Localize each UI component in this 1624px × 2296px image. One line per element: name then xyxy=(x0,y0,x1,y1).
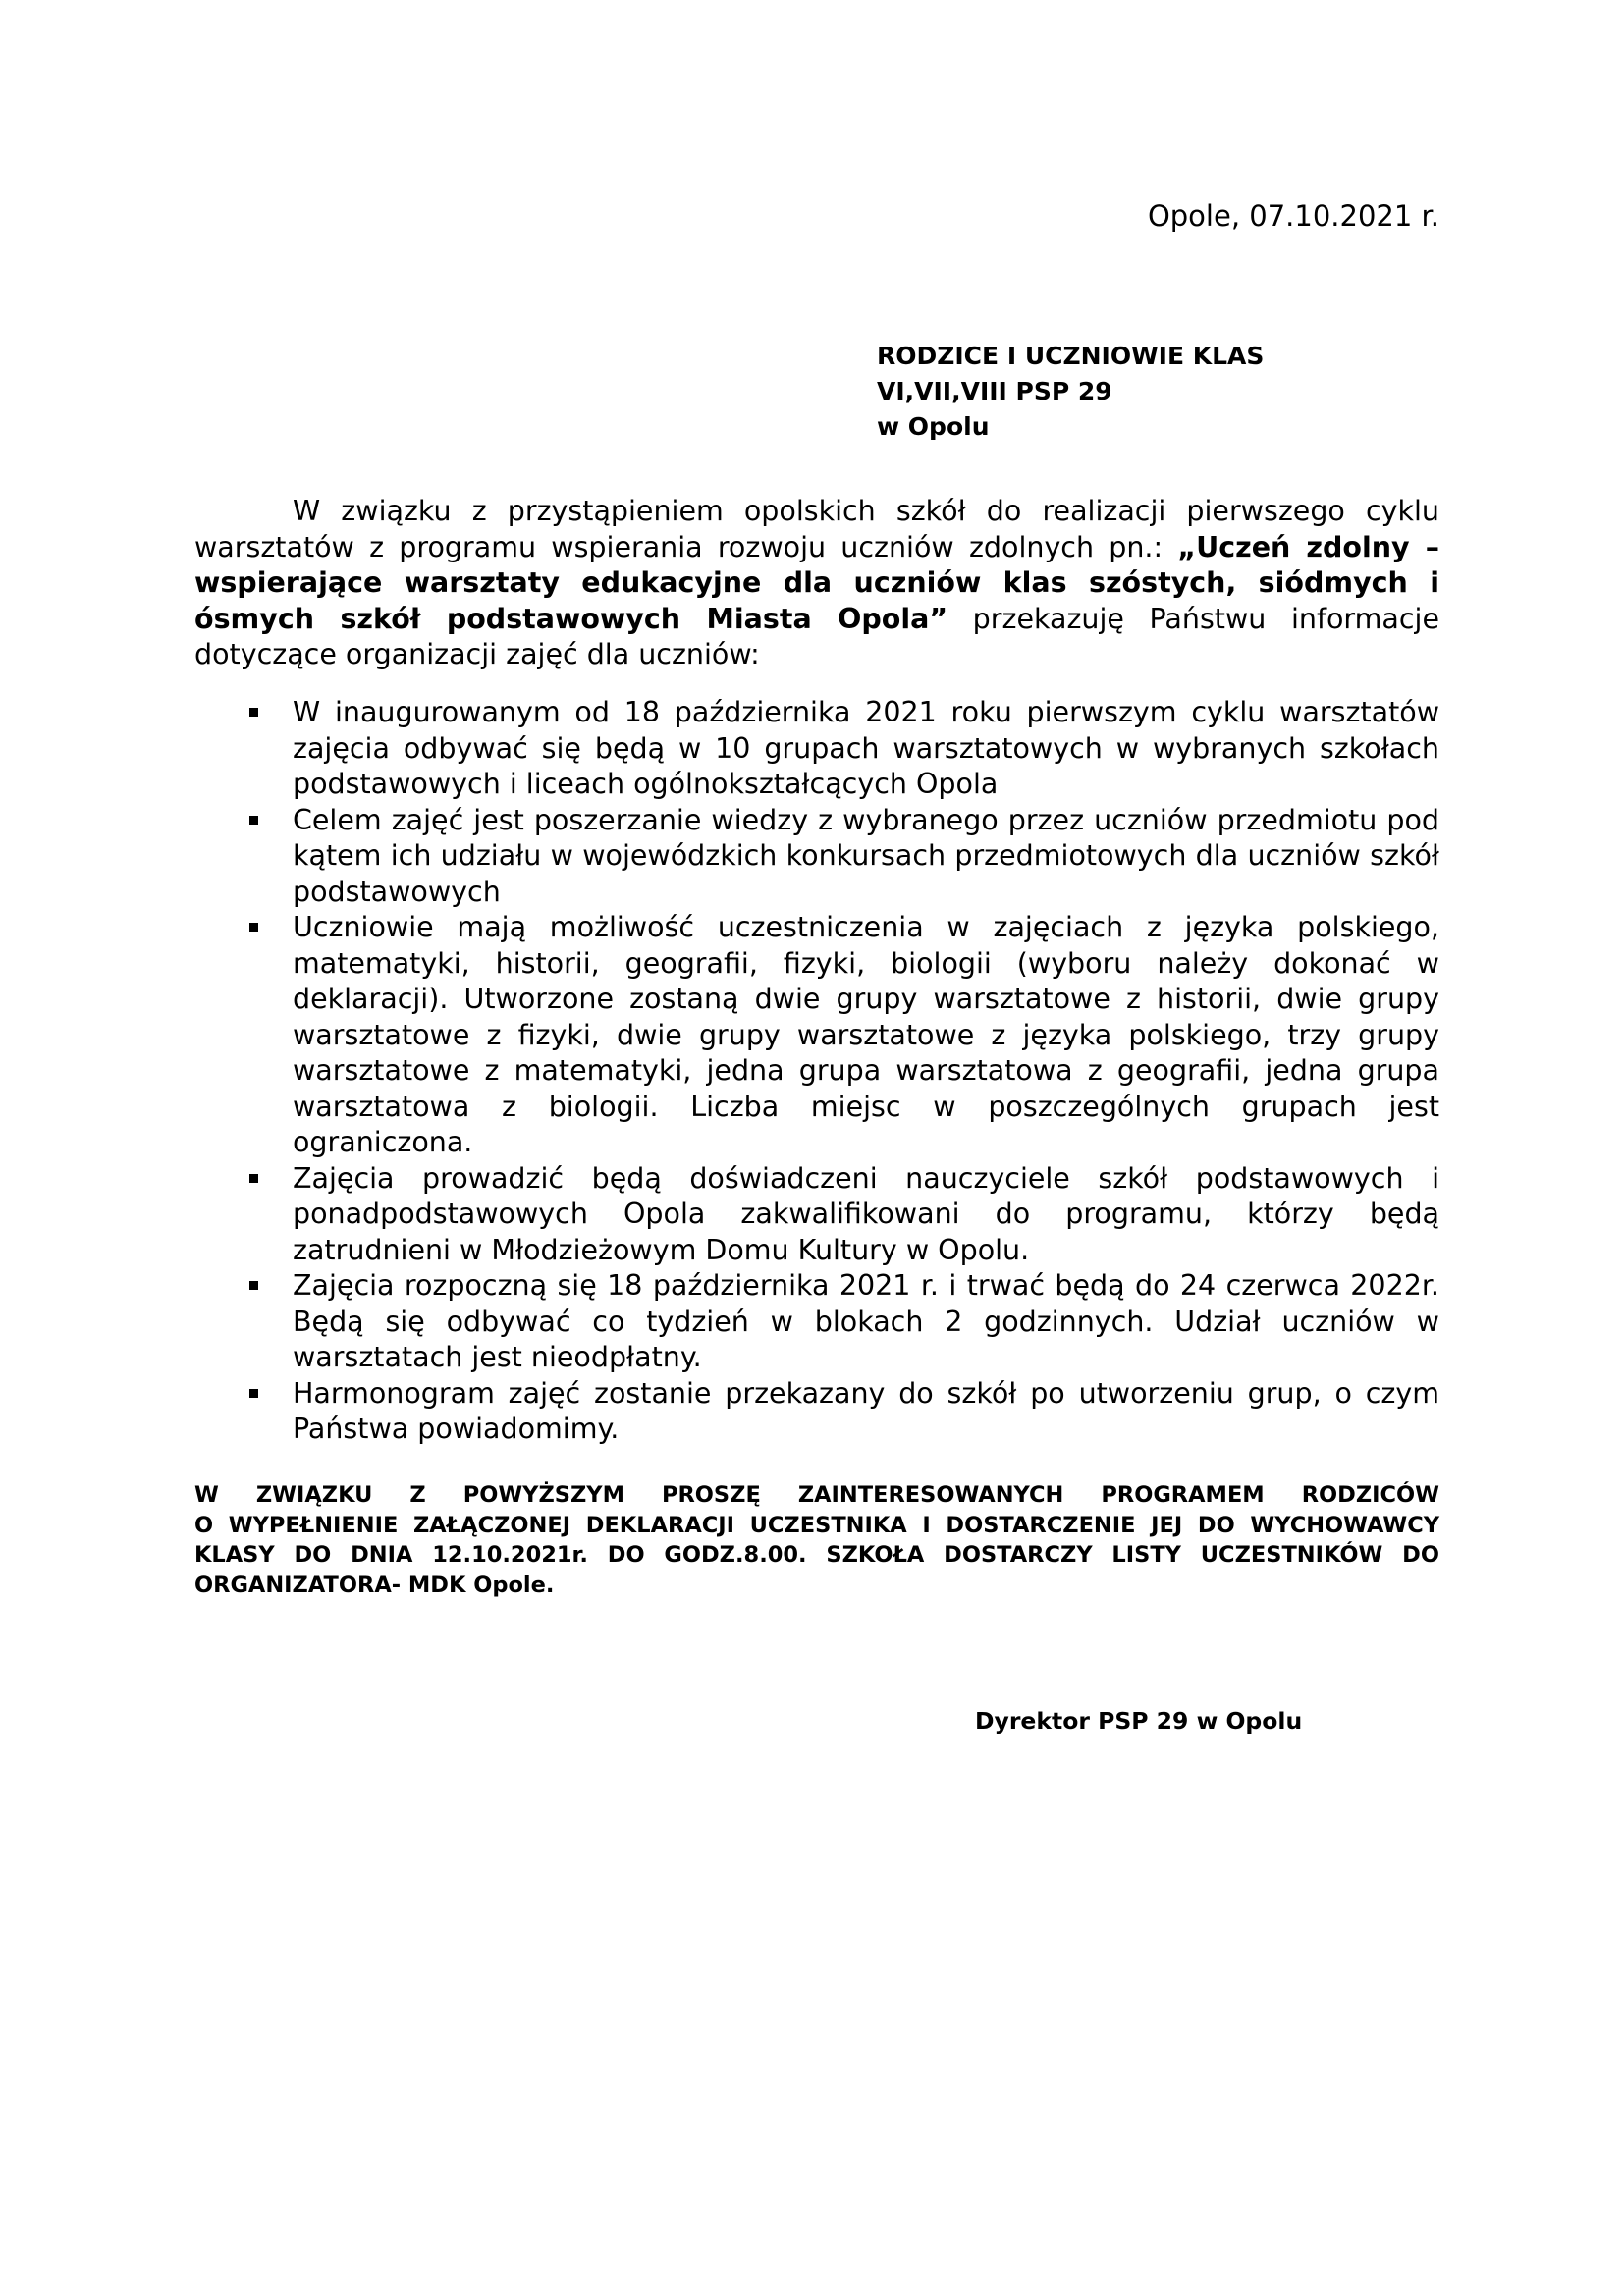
list-item xyxy=(194,910,1439,1161)
square-bullet-icon xyxy=(249,1281,258,1290)
list-item-text: Uczniowie mają możliwość uczestniczenia w zajęciach z języka polskiego, matematyki, historii, geografii, fizyki, biologii (wyboru należy dokonać w deklaracji). Utworzone zostaną dwie grupy warsztatowe z historii, dwie grupy warsztatowe z fizyki, dwie grupy warsztatowe z języka polskiego, trzy grupy warsztatowe z matematyki, jedna grupa warsztatowa z geografii, jedna grupa warsztatowa z biologii. Liczba miejsc w poszczególnych grupach jest ograniczona. xyxy=(293,911,1439,1158)
recipient-line: RODZICE I UCZNIOWIE KLAS xyxy=(877,342,1265,370)
intro-text: W związku z przystąpieniem opolskich szkół do realizacji pierwszego cyklu warsztatów z programu wspierania rozwoju uczniów zdolnych pn.: xyxy=(194,495,1439,563)
list-item-text: Harmonogram zajęć zostanie przekazany do szkół po utworzeniu grup, o czym Państwa powiadomimy. xyxy=(293,1376,1439,1445)
list-item xyxy=(194,803,1439,911)
recipient-line: VI,VII,VIII PSP 29 xyxy=(877,377,1112,405)
square-bullet-icon xyxy=(249,1174,258,1183)
intro-text: przekazuję Państwu informacje dotyczące organizacji zajęć dla uczniów: xyxy=(194,602,1439,670)
square-bullet-icon xyxy=(249,923,258,932)
notice-line: O WYPEŁNIENIE ZAŁĄCZONEJ DEKLARACJI UCZESTNIKA I DOSTARCZENIE JEJ DO WYCHOWAWCY xyxy=(194,1512,1439,1538)
letter-date: Opole, 07.10.2021 r. xyxy=(1147,199,1439,233)
square-bullet-icon xyxy=(249,816,258,825)
list-item xyxy=(194,1376,1439,1448)
list-item xyxy=(194,1161,1439,1269)
list-item xyxy=(194,1268,1439,1376)
information-list xyxy=(194,695,1439,1448)
square-bullet-icon xyxy=(249,708,258,717)
signature: Dyrektor PSP 29 w Opolu xyxy=(975,1707,1303,1735)
recipient-block xyxy=(877,339,1466,445)
notice-paragraph xyxy=(194,1480,1439,1600)
notice-line: W ZWIĄZKU Z POWYŻSZYM PROSZĘ ZAINTERESOWANYCH PROGRAMEM RODZICÓW xyxy=(194,1482,1439,1508)
list-item-text: W inaugurowanym od 18 października 2021 roku pierwszym cyklu warsztatów zajęcia odbywać się będą w 10 grupach warsztatowych w wybranych szkołach podstawowych i liceach ogólnokształcących Opola xyxy=(293,696,1439,800)
intro-paragraph xyxy=(194,494,1439,673)
program-name: „Uczeń zdolny – wspierające warsztaty edukacyjne dla uczniów klas szóstych, siódmych i ósmych szkół podstawowych Miasta Opola” xyxy=(194,530,1439,635)
notice-line: ORGANIZATORA- MDK Opole. xyxy=(194,1572,555,1598)
list-item xyxy=(194,695,1439,803)
list-item-text: Zajęcia prowadzić będą doświadczeni nauczyciele szkół podstawowych i ponadpodstawowych Opola zakwalifikowani do programu, którzy będą zatrudnieni w Młodzieżowym Domu Kultury w Opolu. xyxy=(293,1161,1439,1266)
square-bullet-icon xyxy=(249,1389,258,1398)
list-item-text: Celem zajęć jest poszerzanie wiedzy z wybranego przez uczniów przedmiotu pod kątem ich udziału w wojewódzkich konkursach przedmiotowych dla uczniów szkół podstawowych xyxy=(293,803,1439,908)
notice-line: KLASY DO DNIA 12.10.2021r. DO GODZ.8.00. SZKOŁA DOSTARCZY LISTY UCZESTNIKÓW DO xyxy=(194,1542,1439,1568)
list-item-text: Zajęcia rozpoczną się 18 października 2021 r. i trwać będą do 24 czerwca 2022r. Będą się odbywać co tydzień w blokach 2 godzinnych. Udział uczniów w warsztatach jest nieodpłatny. xyxy=(293,1269,1439,1373)
recipient-line: w Opolu xyxy=(877,412,990,441)
